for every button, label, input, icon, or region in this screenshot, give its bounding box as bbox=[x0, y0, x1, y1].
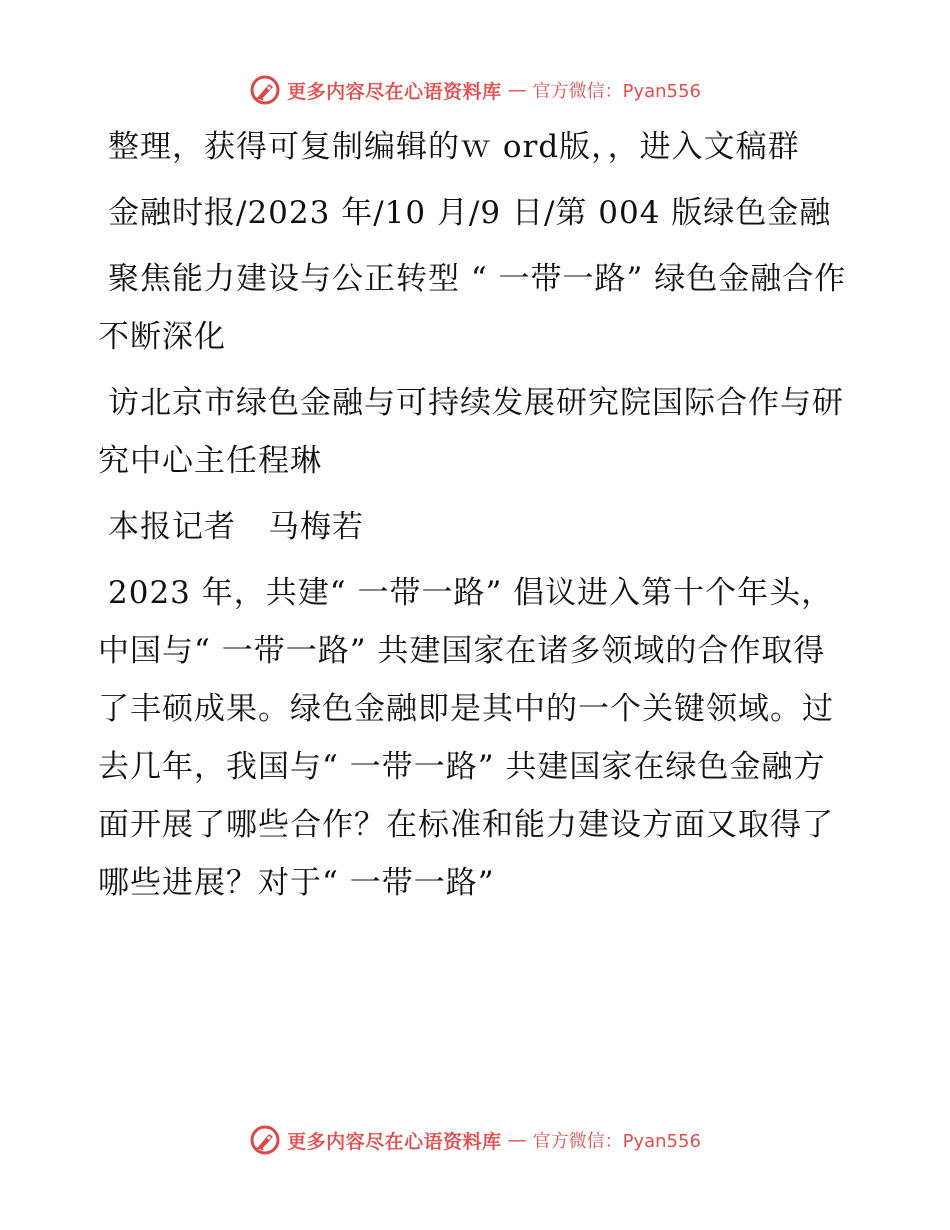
footer-banner-main: 更多内容尽在心语资料库 bbox=[287, 1130, 502, 1153]
footer-banner-dash: — bbox=[507, 1129, 527, 1151]
page-header bbox=[0, 70, 950, 110]
paragraph-intro: 整理，获得可复制编辑的ｗ ord版，，进入文稿群 bbox=[108, 129, 800, 165]
header-banner-main: 更多内容尽在心语资料库 bbox=[287, 80, 502, 103]
page-footer bbox=[0, 1120, 950, 1160]
document-body bbox=[98, 118, 848, 920]
paragraph-byline: 本报记者 马梅若 bbox=[108, 509, 364, 545]
paragraph-headline: 聚焦能力建设与公正转型 “ 一带一路” 绿色金融合作不断深化 bbox=[98, 261, 847, 355]
header-banner-suffix: 官方微信：Pyan556 bbox=[532, 81, 701, 102]
pen-nib-logo-icon bbox=[249, 74, 281, 106]
paragraph-source: 金融时报/2023 年/10 月/9 日/第 004 版绿色金融 bbox=[108, 195, 832, 231]
footer-banner bbox=[249, 1124, 701, 1156]
header-banner bbox=[249, 74, 701, 106]
footer-banner-suffix: 官方微信：Pyan556 bbox=[532, 1131, 701, 1152]
header-banner-dash: — bbox=[507, 79, 527, 101]
paragraph-subheadline: 访北京市绿色金融与可持续发展研究院国际合作与研究中心主任程琳 bbox=[98, 385, 844, 479]
paragraph-body: 2023 年，共建“ 一带一路” 倡议进入第十个年头，中国与“ 一带一路” 共建国家在诸多领域的合作取得了丰硕成果。绿色金融即是其中的一个关键领域。过去几年，我国与“ 一带一路” 共建国家在绿色金融方面开展了哪些合作？在标准和能力建设方面又取得了哪些进展？对于“ 一带一路” bbox=[98, 575, 834, 901]
pen-nib-logo-icon bbox=[249, 1124, 281, 1156]
